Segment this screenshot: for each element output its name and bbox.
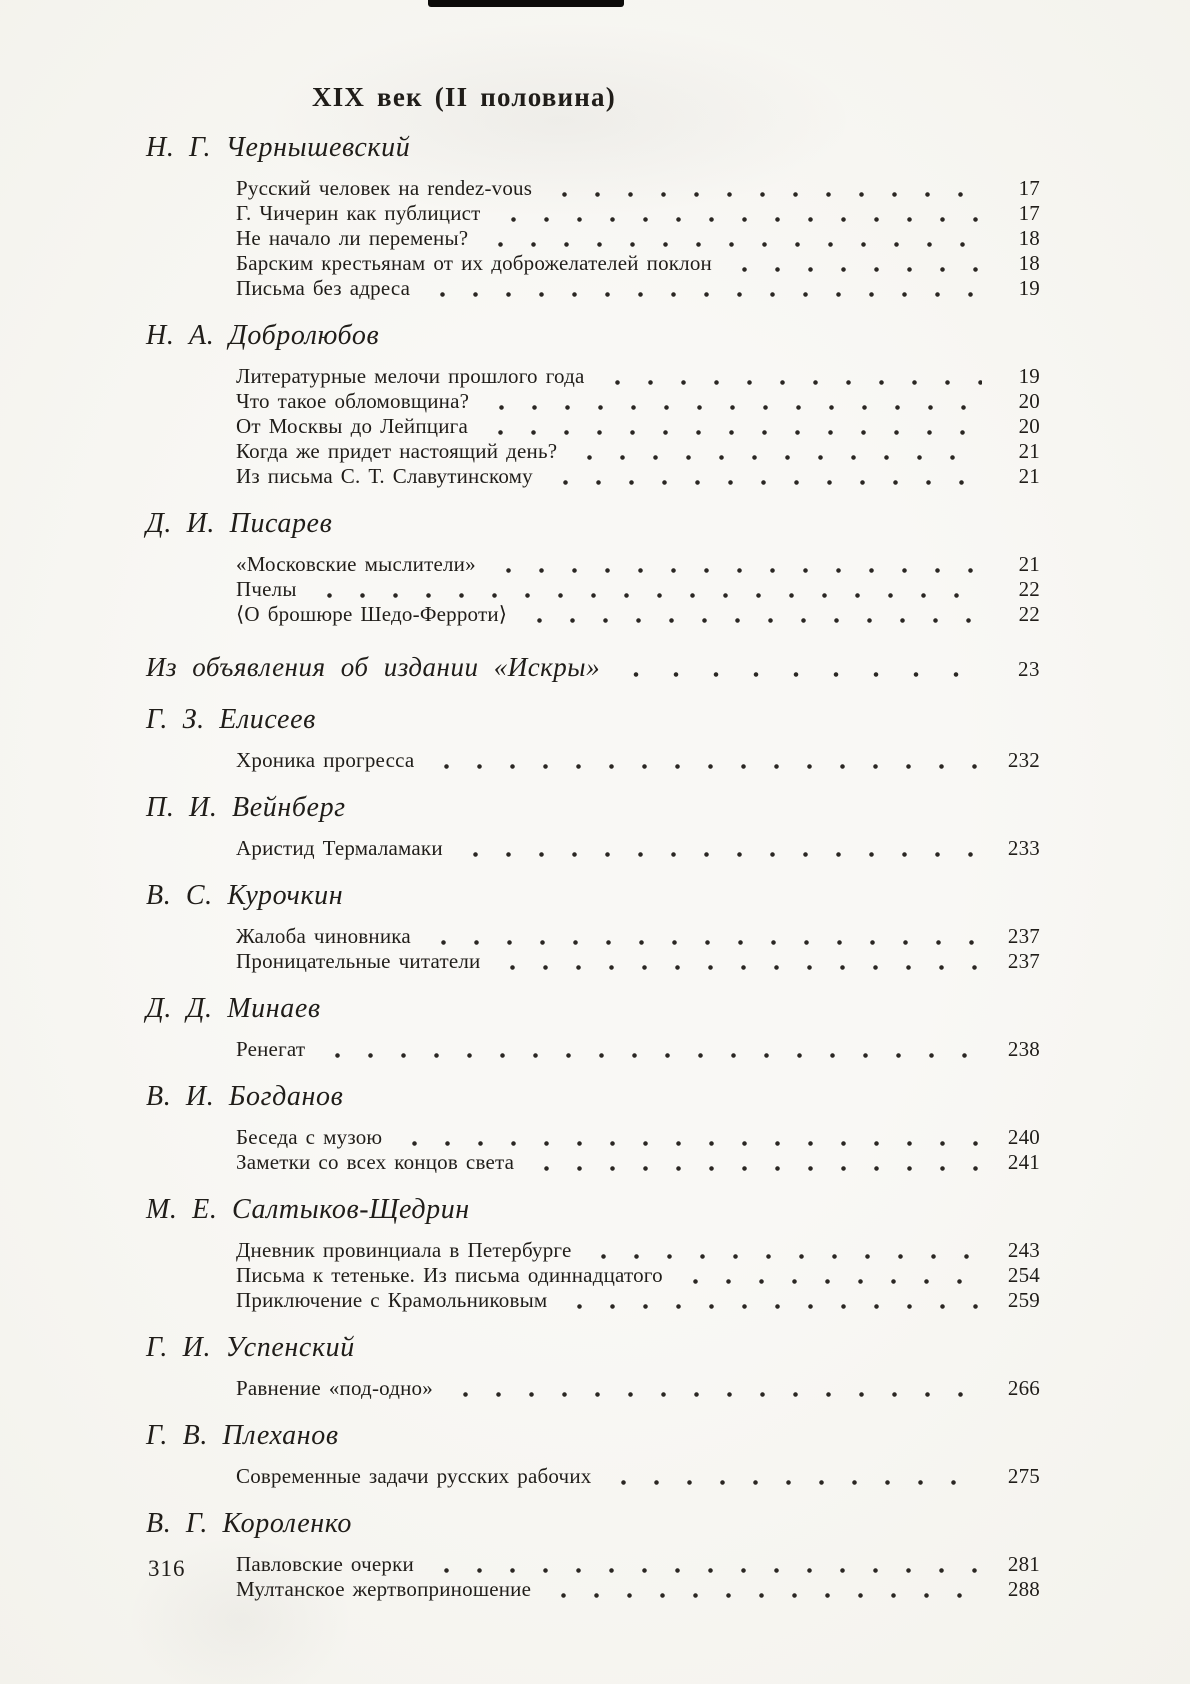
toc-entry-title: Г. Чичерин как публицист (236, 201, 481, 225)
toc-entry-title: Не начало ли перемены? (236, 226, 469, 250)
toc-entry-page-number: 275 (1007, 1464, 1040, 1488)
toc-author-heading: П. И. Вейнберг (146, 792, 346, 823)
dotted-leader (612, 671, 982, 678)
toc-author-heading: В. И. Богданов (146, 1081, 344, 1112)
toc-entry-title: Пчелы (236, 577, 297, 601)
toc-entry (236, 602, 1040, 627)
dotted-leader (597, 379, 983, 386)
dotted-leader (493, 216, 982, 223)
toc-entry-title: Равнение «под-одно» (236, 1376, 433, 1400)
toc-entry (236, 1125, 1040, 1150)
toc-entry-page-number: 17 (1018, 176, 1040, 200)
toc-entry-page-number: 281 (1007, 1552, 1040, 1576)
dotted-leader (519, 617, 982, 624)
folio-page-number: 316 (148, 1556, 186, 1581)
toc-entry-title: Аристид Термаламаки (236, 836, 443, 860)
dotted-leader (455, 851, 982, 858)
toc-entry-page-number: 21 (1018, 439, 1040, 463)
toc-entry-page-number: 254 (1007, 1263, 1040, 1287)
toc-entry-page-number: 266 (1007, 1376, 1040, 1400)
toc-entries-block (0, 1238, 1190, 1313)
toc-entry-page-number: 238 (1007, 1037, 1040, 1061)
toc-entry-page-number: 288 (1007, 1577, 1040, 1601)
dotted-leader (480, 241, 982, 248)
toc-entry-page-number: 22 (1018, 602, 1040, 626)
toc-author-heading: Д. Д. Минаев (146, 993, 321, 1024)
toc-entry-title: Беседа с музою (236, 1125, 383, 1149)
toc-entry-page-number: 233 (1007, 836, 1040, 860)
toc-entry-title: Когда же придет настоящий день? (236, 439, 558, 463)
toc-entry-title: Что такое обломовщина? (236, 389, 470, 413)
toc-entries-block (0, 1037, 1190, 1062)
toc-entry-page-number: 19 (1018, 276, 1040, 300)
toc-entry (236, 1150, 1040, 1175)
dotted-leader (492, 964, 982, 971)
toc-entry (236, 748, 1040, 773)
toc-entry-title: Заметки со всех концов света (236, 1150, 515, 1174)
toc-entry-page-number: 18 (1018, 251, 1040, 275)
toc-entry-title: Дневник провинциала в Петербурге (236, 1238, 572, 1262)
toc-entry (236, 1288, 1040, 1313)
toc-entry-page-number: 22 (1018, 577, 1040, 601)
toc-entries-block (0, 924, 1190, 974)
toc-entry-title: Ренегат (236, 1037, 306, 1061)
dotted-leader (480, 429, 982, 436)
dotted-leader (426, 1567, 982, 1574)
toc-entry-page-number: 21 (1018, 464, 1040, 488)
toc-author-heading: М. Е. Салтыков-Щедрин (146, 1194, 470, 1225)
toc-entries-block (0, 176, 1190, 301)
toc-author-heading: Д. И. Писарев (146, 508, 333, 539)
toc-entry (236, 389, 1040, 414)
toc-entry-page-number: 20 (1018, 389, 1040, 413)
toc-entry (236, 1037, 1040, 1062)
dotted-leader (675, 1278, 982, 1285)
toc-author-heading: В. С. Курочкин (146, 880, 344, 911)
dotted-leader (603, 1479, 982, 1486)
dotted-leader (559, 1303, 982, 1310)
dotted-leader (545, 479, 982, 486)
dotted-leader (422, 291, 982, 298)
toc-entry-page-number: 232 (1007, 748, 1040, 772)
toc-entry-title: Жалоба чиновника (236, 924, 411, 948)
toc-entry-title: От Москвы до Лейпцига (236, 414, 469, 438)
toc-entry-page-number: 19 (1018, 364, 1040, 388)
toc-entry (236, 364, 1040, 389)
toc-entry (236, 924, 1040, 949)
toc-entry-title: Из объявления об издании «Искры» (146, 652, 601, 682)
toc-entry (236, 1376, 1040, 1401)
toc-entry-page-number: 20 (1018, 414, 1040, 438)
toc-entries-block (0, 1376, 1190, 1401)
toc-entry (236, 1577, 1040, 1602)
toc-entry-title: Барским крестьянам от их доброжелателей поклон (236, 251, 712, 275)
toc-entry (236, 1464, 1040, 1489)
dotted-leader (543, 1592, 982, 1599)
toc-entry-page-number: 243 (1007, 1238, 1040, 1262)
toc-author-heading: Г. З. Елисеев (146, 704, 316, 735)
toc-entry-title: Литературные мелочи прошлого года (236, 364, 585, 388)
toc-entry-page-number: 240 (1007, 1125, 1040, 1149)
toc-entry-page-number: 17 (1018, 201, 1040, 225)
toc-entry-page-number: 237 (1007, 949, 1040, 973)
toc-entry (236, 439, 1040, 464)
toc-entry-title: Письма без адреса (236, 276, 411, 300)
toc-entry-page-number: 237 (1007, 924, 1040, 948)
dotted-leader (394, 1140, 982, 1147)
toc-entry (236, 251, 1040, 276)
toc-entries-block (0, 836, 1190, 861)
dotted-leader (488, 567, 982, 574)
toc-entry-title: Хроника прогресса (236, 748, 415, 772)
dotted-leader (481, 404, 982, 411)
toc-entry-title: «Московские мыслители» (236, 552, 476, 576)
toc-entries-block (0, 364, 1190, 489)
page-title: XIX век (II половина) (312, 82, 616, 112)
dotted-leader (544, 191, 982, 198)
toc-entry (236, 414, 1040, 439)
toc-author-heading: Н. А. Добролюбов (146, 320, 380, 351)
dotted-leader (423, 939, 982, 946)
toc-entry-title: Павловские очерки (236, 1552, 414, 1576)
toc-entry (236, 836, 1040, 861)
toc-entry-title: Письма к тетеньке. Из письма одиннадцатого (236, 1263, 663, 1287)
toc (0, 133, 1190, 1602)
dotted-leader (426, 763, 982, 770)
dotted-leader (569, 454, 982, 461)
toc-entry (236, 201, 1040, 226)
dotted-leader (724, 266, 982, 273)
toc-entry-title: Русский человек на rendez-vous (236, 176, 533, 200)
toc-author-heading: Г. В. Плеханов (146, 1420, 339, 1451)
toc-entry-title: Приключение с Крамольниковым (236, 1288, 548, 1312)
toc-entries-block (0, 1464, 1190, 1489)
toc-entry-title: ⟨О брошюре Шедо-Ферроти⟩ (236, 602, 508, 626)
toc-entry-title: Современные задачи русских рабочих (236, 1464, 592, 1488)
toc-entry-title: Проницательные читатели (236, 949, 481, 973)
toc-entry (236, 176, 1040, 201)
toc-entry-title: Мултанское жертвоприношение (236, 1577, 532, 1601)
dotted-leader (309, 592, 982, 599)
toc-entries-block (0, 552, 1190, 627)
toc-entry-page-number: 259 (1007, 1288, 1040, 1312)
toc-entry (236, 226, 1040, 251)
toc-entry (236, 276, 1040, 301)
toc-entry-page-number: 18 (1018, 226, 1040, 250)
toc-author-heading: Г. И. Успенский (146, 1332, 355, 1363)
toc-entry (236, 1238, 1040, 1263)
toc-entries-block (0, 1125, 1190, 1175)
dotted-leader (583, 1253, 982, 1260)
toc-author-heading: В. Г. Короленко (146, 1508, 353, 1539)
toc-entry (236, 949, 1040, 974)
toc-entry-page-number: 21 (1018, 552, 1040, 576)
scan-artifact-top-bar (428, 0, 624, 7)
toc-entry (236, 464, 1040, 489)
dotted-leader (317, 1052, 982, 1059)
toc-author-heading: Н. Г. Чернышевский (146, 132, 411, 163)
dotted-leader (445, 1391, 982, 1398)
toc-entry (236, 577, 1040, 602)
toc-entry (236, 1263, 1040, 1288)
toc-entry-page-number: 241 (1007, 1150, 1040, 1174)
dotted-leader (526, 1165, 982, 1172)
toc-entry (236, 552, 1040, 577)
toc-entries-block (0, 748, 1190, 773)
toc-entry (236, 1552, 1040, 1577)
toc-entry-title: Из письма С. Т. Славутинскому (236, 464, 533, 488)
toc-standalone-entry (146, 651, 1040, 685)
toc-entry-page-number: 23 (1018, 657, 1040, 681)
